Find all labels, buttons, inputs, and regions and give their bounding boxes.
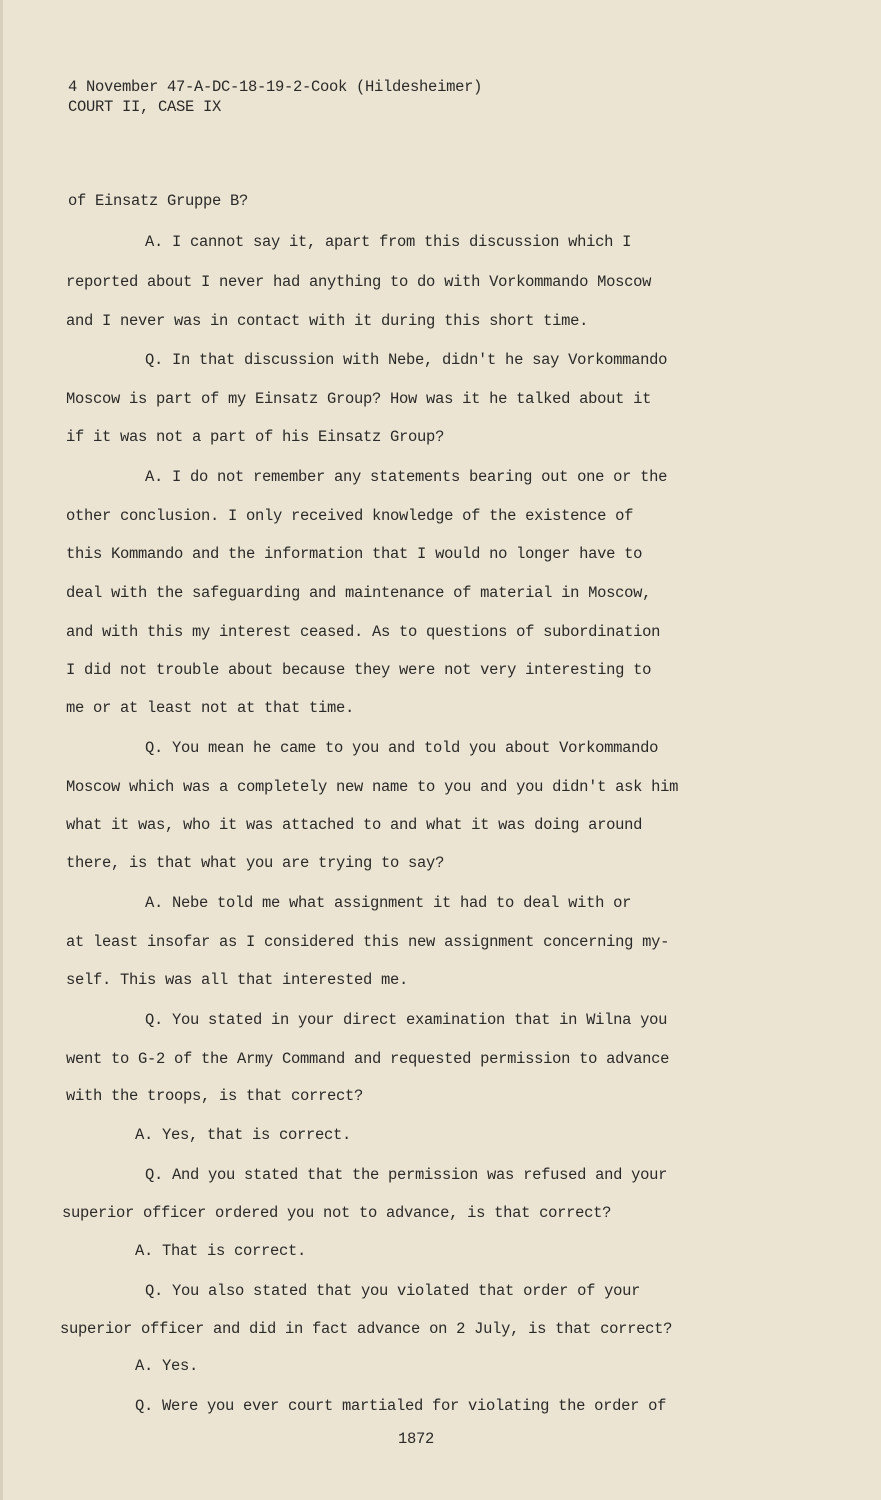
transcript-line: and with this my interest ceased. As to questions of subordination [66,623,661,641]
transcript-line: A. I do not remember any statements bearing out one or the [145,468,668,486]
page-edge [0,0,3,1500]
transcript-line: there, is that what you are trying to say? [66,854,445,872]
transcript-line: with the troops, is that correct? [66,1087,364,1105]
transcript-line: if it was not a part of his Einsatz Group? [66,428,445,446]
transcript-line: A. I cannot say it, apart from this discussion which I [145,233,632,251]
transcript-line: went to G-2 of the Army Command and requested permission to advance [66,1050,670,1068]
transcript-line: reported about I never had anything to do with Vorkommando Moscow [66,273,652,291]
transcript-line: Q. You stated in your direct examination that in Wilna you [145,1011,668,1029]
transcript-line: of Einsatz Gruppe B? [68,192,249,210]
transcript-line: I did not trouble about because they were not very interesting to [66,661,652,679]
transcript-line: deal with the safeguarding and maintenance of material in Moscow, [66,584,652,602]
transcript-line: A. Nebe told me what assignment it had to deal with or [145,894,632,912]
transcript-line: Q. You also stated that you violated that order of your [145,1282,641,1300]
transcript-line: Q. And you stated that the permission was refused and your [145,1166,668,1184]
transcript-line: other conclusion. I only received knowledge of the existence of [66,507,634,525]
transcript-line: superior officer and did in fact advance on 2 July, is that correct? [60,1320,673,1338]
transcript-line: Moscow is part of my Einsatz Group? How was it he talked about it [66,390,652,408]
transcript-line: Q. Were you ever court martialed for violating the order of [135,1397,667,1415]
transcript-line: Moscow which was a completely new name to you and you didn't ask him [66,778,679,796]
header-court-case: COURT II, CASE IX [68,98,222,116]
transcript-line: what it was, who it was attached to and what it was doing around [66,816,643,834]
transcript-line: at least insofar as I considered this new assignment concerning my- [66,933,670,951]
transcript-line: A. That is correct. [135,1242,307,1260]
transcript-line: this Kommando and the information that I would no longer have to [66,545,643,563]
transcript-line: me or at least not at that time. [66,699,355,717]
transcript-line: Q. You mean he came to you and told you about Vorkommando [145,739,659,757]
page-number: 1872 [398,1430,435,1448]
document-header [68,77,482,117]
header-date-reference: 4 November 47-A-DC-18-19-2-Cook (Hildesheimer) [68,78,483,96]
transcript-line: Q. In that discussion with Nebe, didn't he say Vorkommando [145,351,668,369]
transcript-line: A. Yes. [135,1357,199,1375]
transcript-line: self. This was all that interested me. [66,971,409,989]
transcript-line: superior officer ordered you not to advance, is that correct? [62,1204,612,1222]
transcript-line: A. Yes, that is correct. [135,1126,352,1144]
transcript-line: and I never was in contact with it during this short time. [66,312,589,330]
